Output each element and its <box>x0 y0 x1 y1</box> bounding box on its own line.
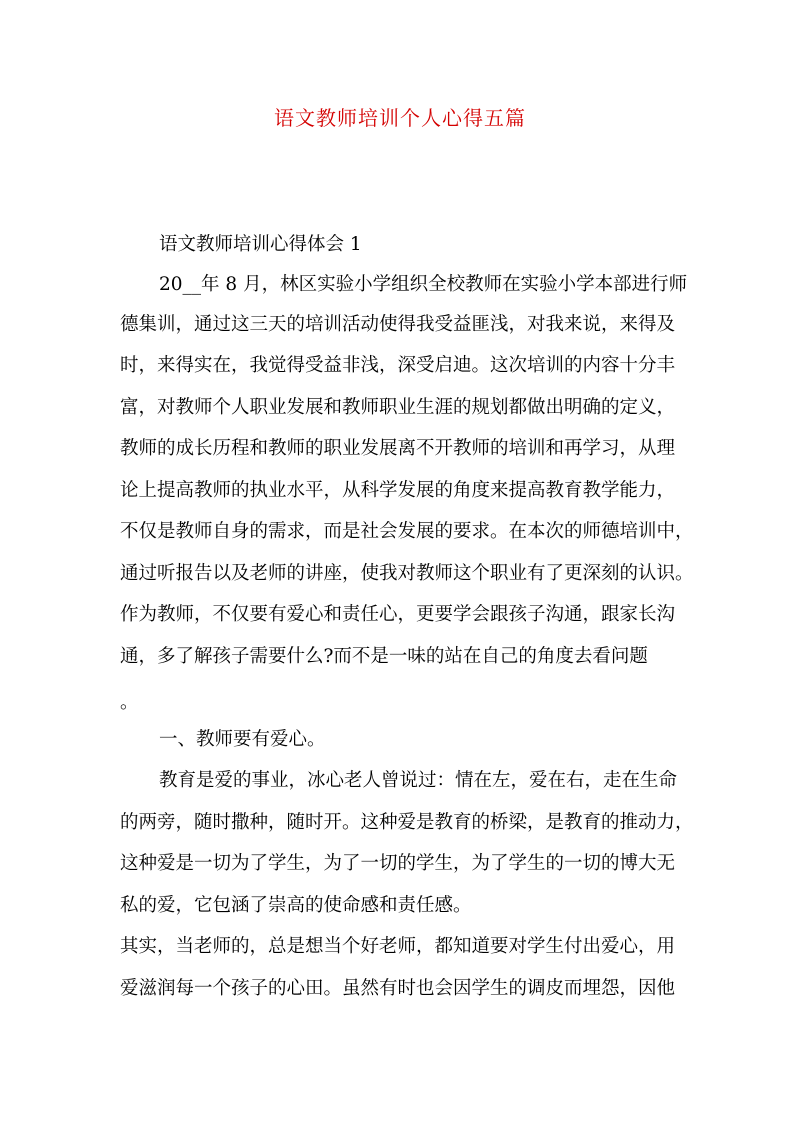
paragraph-line: 富，对教师个人职业发展和教师职业生涯的规划都做出明确的定义， <box>120 397 676 418</box>
paragraph-line: 德集训，通过这三天的培训活动使得我受益匪浅，对我来说，来得及 <box>120 314 676 335</box>
document-title: 语文教师培训个人心得五篇 <box>274 106 526 130</box>
paragraph-line: 20__年 8 月，林区实验小学组织全校教师在实验小学本部进行师 <box>159 274 688 295</box>
paragraph-line: 这种爱是一切为了学生，为了一切的学生，为了学生的一切的博大无 <box>120 853 676 874</box>
paragraph-line: 其实，当老师的，总是想当个好老师，都知道要对学生付出爱心，用 <box>120 936 676 957</box>
paragraph-line: 作为教师，不仅要有爱心和责任心，更要学会跟孩子沟通，跟家长沟 <box>120 604 676 625</box>
section-heading: 一、教师要有爱心。 <box>159 729 326 750</box>
section-subtitle: 语文教师培训心得体会 1 <box>159 234 362 255</box>
paragraph-line: 论上提高教师的执业水平，从科学发展的角度来提高教育教学能力， <box>120 480 676 501</box>
paragraph-line: 通，多了解孩子需要什么?而不是一味的站在自己的角度去看问题 <box>120 646 648 667</box>
paragraph-line: 的两旁，随时撒种，随时开。这种爱是教育的桥梁，是教育的推动力， <box>120 812 694 833</box>
paragraph-line: 不仅是教师自身的需求，而是社会发展的要求。在本次的师德培训中， <box>120 521 694 542</box>
paragraph-line: 时，来得实在，我觉得受益非浅，深受启迪。这次培训的内容十分丰 <box>120 355 676 376</box>
paragraph-line: 私的爱，它包涵了崇高的使命感和责任感。 <box>120 895 472 916</box>
paragraph-line: 教育是爱的事业，冰心老人曾说过：情在左，爱在右，走在生命 <box>159 770 678 791</box>
paragraph-line: 爱滋润每一个孩子的心田。虽然有时也会因学生的调皮而埋怨，因他 <box>120 978 676 999</box>
paragraph-line: 。 <box>120 692 139 713</box>
paragraph-line: 教师的成长历程和教师的职业发展离不开教师的培训和再学习，从理 <box>120 438 676 459</box>
paragraph-line: 通过听报告以及老师的讲座，使我对教师这个职业有了更深刻的认识。 <box>120 563 694 584</box>
